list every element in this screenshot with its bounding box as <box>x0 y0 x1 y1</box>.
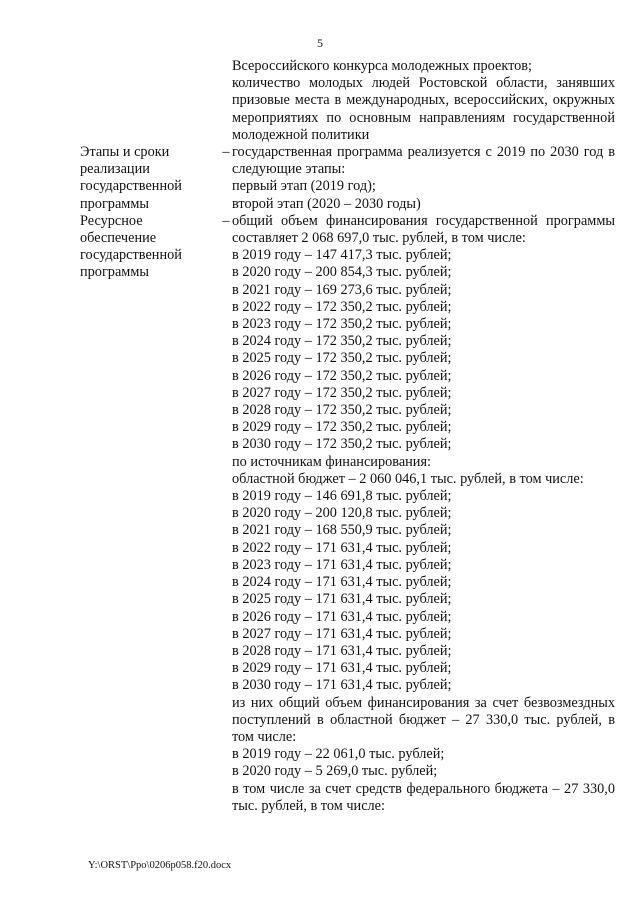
resources-dash: – <box>222 212 230 229</box>
stages-line: второй этап (2020 – 2030 годы) <box>232 195 421 212</box>
stages-label: Этапы и сроки реализации государственной программы <box>80 144 182 212</box>
regional-year-line: в 2026 году – 171 631,4 тыс. рублей; <box>232 608 452 625</box>
stages-value <box>232 144 615 213</box>
gratuitous-year-line: в 2019 году – 22 061,0 тыс. рублей; <box>232 746 445 763</box>
file-path-footer: Y:\ORST\Ppo\0206p058.f20.docx <box>88 860 232 871</box>
regional-year-line: в 2023 году – 171 631,4 тыс. рублей; <box>232 556 452 573</box>
regional-year-line: в 2021 году – 168 550,9 тыс. рублей; <box>232 522 452 539</box>
funding-year-line: в 2025 году – 172 350,2 тыс. рублей; <box>232 350 452 367</box>
funding-year-line: в 2023 году – 172 350,2 тыс. рублей; <box>232 316 452 333</box>
regional-budget-total: областной бюджет – 2 060 046,1 тыс. рублей, в том числе: <box>232 470 584 487</box>
regional-year-line: в 2029 году – 171 631,4 тыс. рублей; <box>232 660 452 677</box>
funding-year-line: в 2030 году – 172 350,2 тыс. рублей; <box>232 436 452 453</box>
stages-line: первый этап (2019 год); <box>232 178 376 195</box>
page-number: 5 <box>317 36 323 50</box>
stages-line: государственная программа реализуется с 2019 по 2030 год в следующие этапы: <box>232 144 615 178</box>
resources-row <box>80 213 615 815</box>
regional-year-line: в 2025 году – 171 631,4 тыс. рублей; <box>232 591 452 608</box>
gratuitous-year-line: в 2020 году – 5 269,0 тыс. рублей; <box>232 763 438 780</box>
by-sources-heading: по источникам финансирования: <box>232 453 432 470</box>
regional-year-line: в 2024 году – 171 631,4 тыс. рублей; <box>232 574 452 591</box>
goals-continued-row <box>80 58 615 144</box>
funding-year-line: в 2026 году – 172 350,2 тыс. рублей; <box>232 367 452 384</box>
regional-year-line: в 2030 году – 171 631,4 тыс. рублей; <box>232 677 452 694</box>
funding-year-line: в 2021 году – 169 273,6 тыс. рублей; <box>232 281 452 298</box>
resources-label: Ресурсное обеспечение государственной программы <box>80 212 182 281</box>
regional-year-line: в 2027 году – 171 631,4 тыс. рублей; <box>232 625 452 642</box>
funding-year-line: в 2024 году – 172 350,2 тыс. рублей; <box>232 333 452 350</box>
funding-year-line: в 2020 году – 200 854,3 тыс. рублей; <box>232 264 452 281</box>
regional-year-line: в 2028 году – 171 631,4 тыс. рублей; <box>232 642 452 659</box>
total-funding: общий объем финансирования государственной программы составляет 2 068 697,0 тыс. рублей, в том числе: <box>232 212 615 247</box>
passport-table <box>80 58 615 815</box>
funding-year-line: в 2022 году – 172 350,2 тыс. рублей; <box>232 298 452 315</box>
resources-value <box>232 213 615 815</box>
funding-year-line: в 2028 году – 172 350,2 тыс. рублей; <box>232 402 452 419</box>
regional-year-line: в 2019 году – 146 691,8 тыс. рублей; <box>232 488 452 505</box>
funding-year-line: в 2019 году – 147 417,3 тыс. рублей; <box>232 247 452 264</box>
stages-row <box>80 144 615 213</box>
stages-dash: – <box>222 144 230 161</box>
goals-line-2: количество молодых людей Ростовской области, занявших призовые места в международных, всероссийских, окружных мероприятиях по основным направлениям государственной молодежной политики <box>232 75 615 143</box>
goals-continued-cell <box>232 58 615 144</box>
regional-year-line: в 2022 году – 171 631,4 тыс. рублей; <box>232 539 452 556</box>
funding-year-line: в 2027 году – 172 350,2 тыс. рублей; <box>232 384 452 401</box>
regional-year-line: в 2020 году – 200 120,8 тыс. рублей; <box>232 505 452 522</box>
funding-year-line: в 2029 году – 172 350,2 тыс. рублей; <box>232 419 452 436</box>
gratuitous-receipts: из них общий объем финансирования за счет безвозмездных поступлений в областной бюджет – 27 330,0 тыс. рублей, в том числе: <box>232 694 615 745</box>
goals-line-1: Всероссийского конкурса молодежных проектов; <box>232 58 533 74</box>
federal-budget: в том числе за счет средств федерального бюджета – 27 330,0 тыс. рублей, в том числе: <box>232 780 615 814</box>
